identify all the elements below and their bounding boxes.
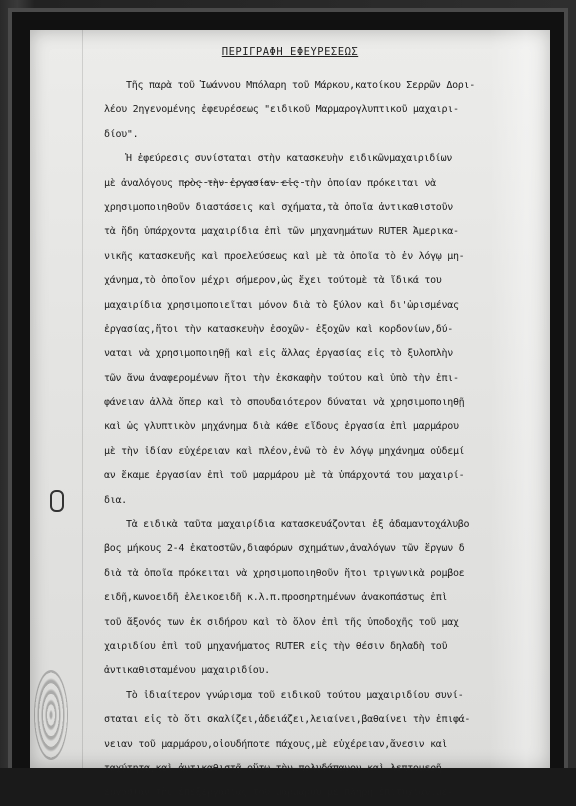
text-line: χαιριδίου ἐπὶ τοῦ μηχανήματος RUTER εἰς τὴν θέσιν δηλαδὴ τοῦ <box>104 640 448 652</box>
text-line: μὲ ἀναλόγους πρὸς τὴν ἐργασίαν εἰς τὴν ὁποίαν πρόκειται νὰ <box>104 177 436 189</box>
text-line: τοῦ ἄξονός των ἐκ σιδήρου καὶ τὸ ὅλον ἐπὶ τῆς ὑποδοχῆς τοῦ μαχ <box>104 616 459 628</box>
text-line: καὶ ὡς γλυπτικὸν μηχάνημα διὰ κάθε εἴδους ἐργασία ἐπὶ μαρμάρου <box>104 421 459 433</box>
document-body <box>104 74 544 806</box>
text-line: ἐργασίαν τῆς ἐπεξεργασίας τοῦ μαρμάρου μὲ πλήρη ἐπιτυχίαν.με- <box>104 787 453 799</box>
text-line: ναται νὰ χρησιμοποιηθῇ καὶ εἰς ἄλλας ἐργασίας εἰς τὸ ξυλοπλὴν <box>104 348 453 360</box>
text-line: ἀντικαθισταμένου μαχαιριδίου. <box>104 665 270 677</box>
text-line: διὰ τὰ ὁποῖα πρόκειται νὰ χρησιμοποιηθοῦν ἤτοι τριγωνικὰ ρομβοε <box>104 567 465 579</box>
text-line: χρησιμοποιηθοῦν διαστάσεις καὶ σχήματα,τὰ ὁποῖα ἀντικαθιστοῦν <box>104 201 453 213</box>
text-line: Τὸ ἰδιαίτερον γνώρισμα τοῦ ειδικοῦ τούτου μαχαιριδίου συνί- <box>126 689 464 701</box>
text-line: ειδῆ,κωνοειδῆ ἑλεικοειδῆ κ.λ.π.προσηρτημένων ἀνακοπάστως ἐπὶ <box>104 592 448 604</box>
text-line: δια. <box>104 494 127 506</box>
margin-line <box>82 30 83 768</box>
paper-clip-mark <box>50 490 64 512</box>
text-line: χάνημα,τὸ ὁποῖον μέχρι σήμερον,ὡς ἔχει τούτομὲ τὰ ἴδικά του <box>104 275 442 287</box>
text-line: λέου 2ηγενομένης ἐφευρέσεως "ειδικοῦ Μαρμαρογλυπτικοῦ μαχαιρι- <box>104 104 459 116</box>
text-line: δίου". <box>104 128 139 140</box>
fingerprint-stamp <box>34 670 68 760</box>
page-title: ΠΕΡΙΓΡΑΦΗ ΕΦΕΥΡΕΣΕΩΣ <box>221 46 359 58</box>
text-line: βος μήκους 2-4 ἑκατοστῶν,διαφόρων σχημάτων,ἀναλόγων τῶν ἔργων δ <box>104 543 465 555</box>
text-line: σταται εἰς τὸ ὅτι σκαλίζει,ἀδειάζει,λειαίνει,βαθαίνει τὴν ἐπιφά- <box>104 714 471 726</box>
text-line: ταχύτητα,καὶ ἀντικαθιστᾷ οὕτω τὴν πολυδάπανον καὶ λεπτομερῆ <box>104 762 442 774</box>
text-line: μαχαιρίδια χρησιμοποιεῖται μόνον διὰ τὸ ξύλον καὶ δι'ὡρισμένας <box>104 299 459 311</box>
text-line: μὲ τὴν ἰδίαν εὐχέρειαν καὶ πλέον,ἐνῶ τὸ ἐν λόγῳ μηχάνημα οὐδεμί <box>104 445 465 457</box>
text-line: νικῆς κατασκευῆς καὶ προελεύσεως καὶ μὲ τὰ ὁποῖα τὸ ἐν λόγῳ μη- <box>104 250 465 262</box>
text-line: τῶν ἄνω ἀναφερομένων ἤτοι τὴν ἐκσκαφὴν τούτου καὶ ὑπὸ τὴν ἐπι- <box>104 372 459 384</box>
text-line: αν ἔκαμε ἐργασίαν ἐπὶ τοῦ μαρμάρου μὲ τὰ ὑπάρχοντά του μαχαιρί- <box>104 470 465 482</box>
text-line: Τὰ ειδικὰ ταῦτα μαχαιρίδια κατασκευάζονται ἐξ ἀδαμαντοχάλυβο <box>126 519 470 531</box>
text-line: νειαν τοῦ μαρμάρου,οἱουδήποτε πάχους,μὲ εὐχέρειαν,ἄνεσιν καὶ <box>104 738 448 750</box>
text-line: φάνειαν ἀλλὰ ὅπερ καὶ τὸ σπουδαιότερον δύναται νὰ χρησιμοποιηθῇ <box>104 397 465 409</box>
text-line: τὰ ἤδη ὑπάρχοντα μαχαιρίδια ἐπὶ τῶν μηχανημάτων RUTER Ἀμερικα- <box>104 226 459 238</box>
document-page <box>30 30 550 799</box>
text-line: ἐργασίας,ἤτοι τὴν κατασκευὴν ἐσοχῶν- ἐξοχῶν καὶ κορδονίων,δύ- <box>104 323 453 335</box>
text-line: Τῆς παρὰ τοῦ Ἰωάννου Μπόλαρη τοῦ Μάρκου,κατοίκου Σερρῶν Δορι- <box>126 80 475 91</box>
text-line: Ἡ ἐφεύρεσις συνίσταται στὴν κατασκευὴν ειδικῶνμαχαιριδίων <box>126 153 453 165</box>
